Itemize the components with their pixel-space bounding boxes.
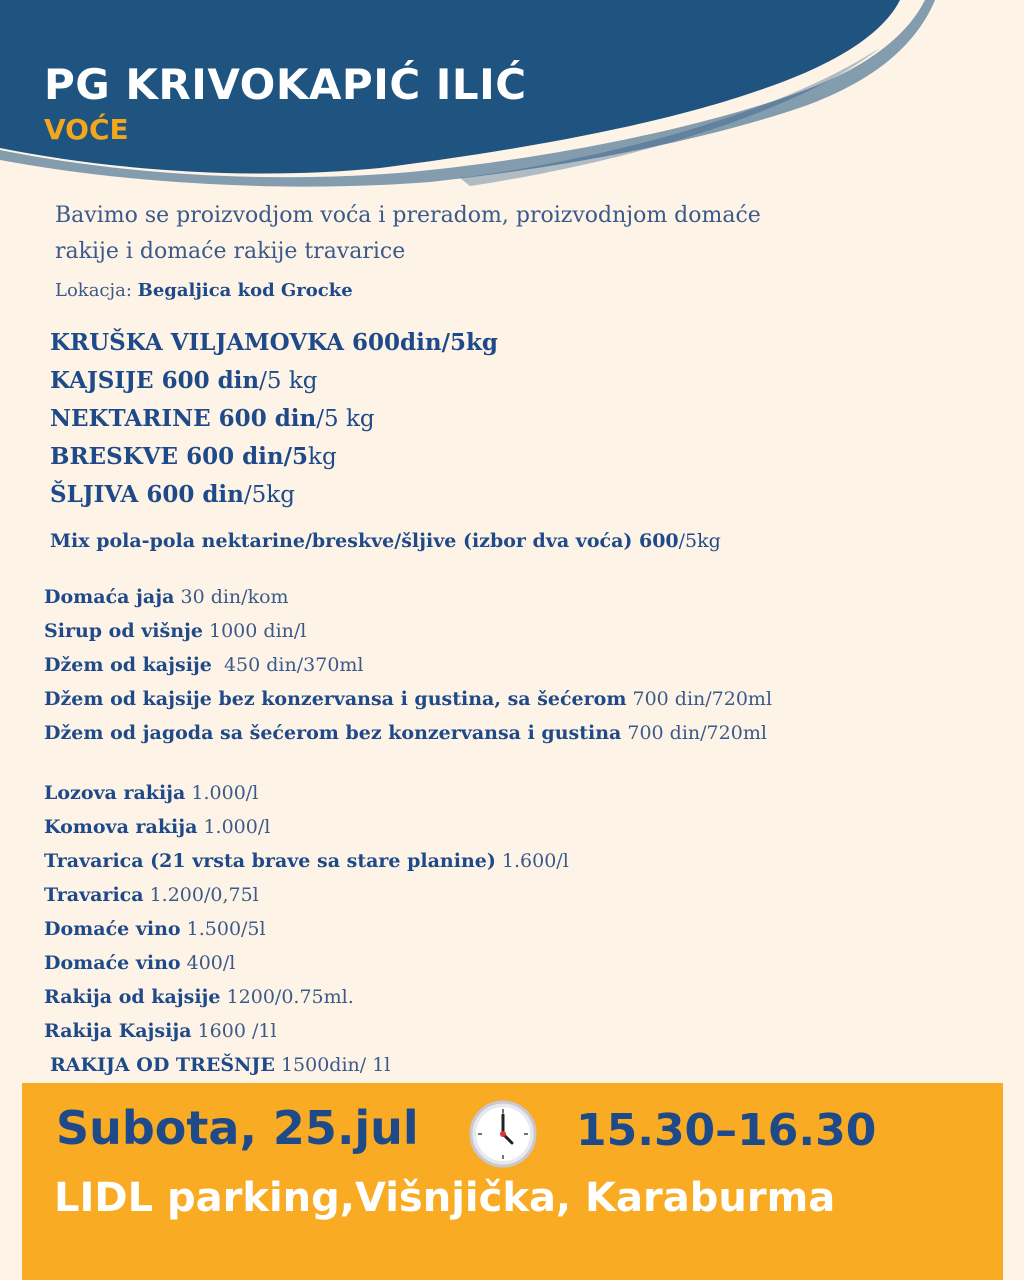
fruit-item [50,362,498,400]
product-price: 450 din/370ml [211,654,364,676]
fruit-list [50,324,498,514]
location-label: Lokacja: [55,280,138,301]
fruit-unit: kg [308,444,337,470]
fruit-name: NEKTARINE 600 din [50,405,317,432]
drink-name: RAKIJA OD TREŠNJE [50,1054,275,1076]
drink-list [44,776,569,1082]
product-item [44,682,772,716]
product-item [44,716,772,750]
product-price: 1000 din/l [202,620,307,642]
product-item [44,580,772,614]
clock-icon [468,1099,538,1169]
product-price: 700 din/720ml [621,722,767,744]
fruit-item [50,438,498,476]
drink-item [44,776,569,810]
drink-item [44,844,569,878]
drink-item [44,912,569,946]
mix-name: Mix pola-pola nektarine/breskve/šljive (izbor dva voća) 600 [50,530,679,552]
drink-item [44,1048,569,1082]
fruit-name: KRUŠKA VILJAMOVKA 600din/5kg [50,329,499,356]
product-name: Džem od kajsije bez konzervansa i gustina, sa šećerom [44,688,627,710]
fruit-item [50,400,498,438]
mix-unit: /5kg [678,530,721,552]
drink-name: Rakija od kajsije [44,986,221,1008]
product-price: 700 din/720ml [626,688,773,710]
footer-banner [22,1083,1003,1280]
fruit-unit: /5 kg [259,368,318,394]
drink-name: Travarica [44,884,144,906]
product-item [44,648,772,682]
fruit-name: KAJSIJE 600 din [50,367,260,394]
page-subtitle: VOĆE [44,113,129,146]
location-value: Begaljica kod Grocke [137,280,353,301]
drink-item [44,810,569,844]
product-item [44,614,772,648]
drink-price: 1600 /1l [191,1020,277,1042]
fruit-item [50,476,498,514]
event-place: LIDL parking,Višnjička, Karaburma [54,1175,836,1221]
product-name: Sirup od višnje [44,620,203,642]
drink-name: Domaće vino [44,918,181,940]
event-date: Subota, 25.jul [56,1101,419,1155]
drink-price: 400/l [180,952,236,974]
drink-price: 1.000/l [185,782,259,804]
drink-item [44,946,569,980]
drink-price: 1.600/l [495,850,569,872]
drink-name: Komova rakija [44,816,198,838]
drink-name: Domaće vino [44,952,181,974]
drink-price: 1.000/l [197,816,271,838]
product-list [44,580,772,750]
intro-text: Bavimo se proizvodjom voća i preradom, proizvodnjom domaće rakije i domaće rakije travarice [55,203,761,264]
drink-item [44,980,569,1014]
drink-item [44,878,569,912]
drink-name: Rakija Kajsija [44,1020,192,1042]
product-name: Džem od jagoda sa šećerom bez konzervansa i gustina [44,722,622,744]
fruit-name: ŠLJIVA 600 din [50,481,244,508]
location-line [55,280,353,301]
drink-name: Travarica (21 vrsta brave sa stare planine) [44,850,496,872]
fruit-name: BRESKVE 600 din/5 [50,443,309,470]
product-name: Domaća jaja [44,586,175,608]
drink-item [44,1014,569,1048]
page-title: PG KRIVOKAPIĆ ILIĆ [44,60,527,109]
fruit-unit: /5kg [243,482,295,508]
drink-price: 1500din/ 1l [274,1054,391,1076]
product-name: Džem od kajsije [44,654,212,676]
mix-offer [50,530,721,552]
fruit-item [50,324,498,362]
drink-price: 1200/0.75ml. [220,986,354,1008]
fruit-unit: /5 kg [316,406,375,432]
drink-price: 1.500/5l [180,918,266,940]
product-price: 30 din/kom [174,586,289,608]
drink-name: Lozova rakija [44,782,186,804]
drink-price: 1.200/0,75l [143,884,259,906]
event-time: 15.30–16.30 [576,1105,877,1156]
